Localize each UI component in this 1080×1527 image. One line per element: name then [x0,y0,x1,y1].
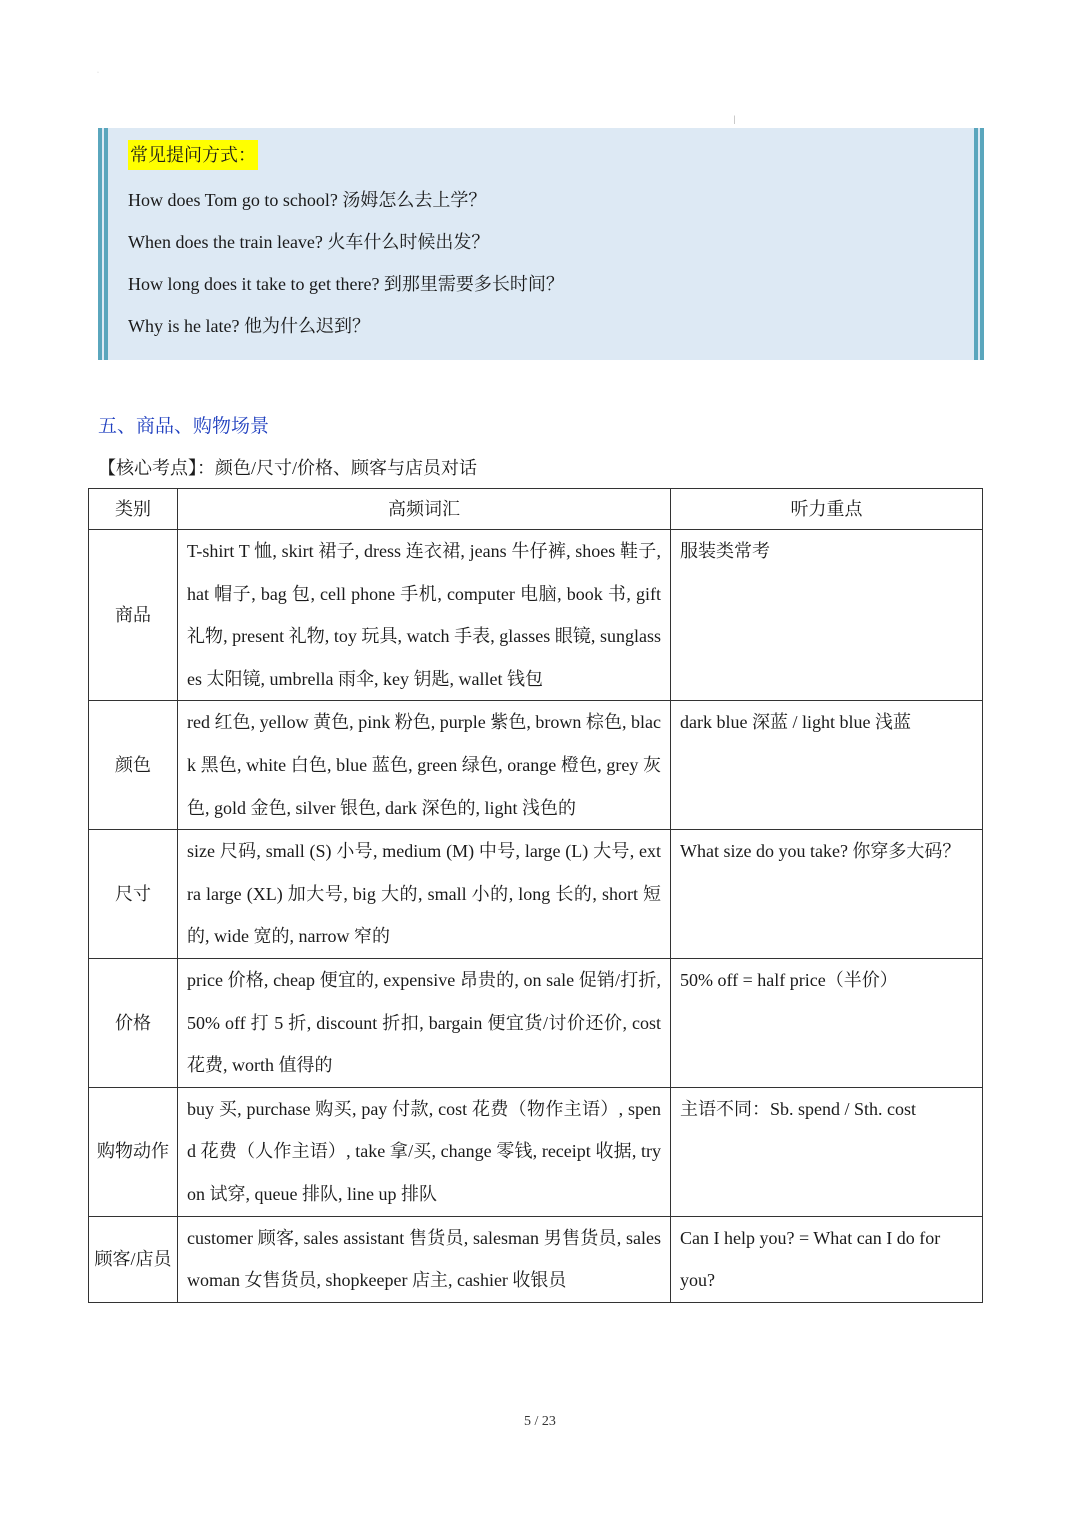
table-row [89,1087,983,1216]
row-vocabulary: customer 顾客, sales assistant 售货员, salesman 男售货员, saleswoman 女售货员, shopkeeper 店主, cashier 收银员 [178,1216,671,1302]
header-listening-focus: 听力重点 [671,489,983,530]
row-vocabulary: buy 买, purchase 购买, pay 付款, cost 花费（物作主语）, spend 花费（人作主语）, take 拿/买, change 零钱, receipt 收据, try on 试穿, queue 排队, line up 排队 [178,1087,671,1216]
question-line: Why is he late? 他为什么迟到？ [128,316,370,336]
core-points: 【核心考点】：颜色/尺寸/价格、顾客与店员对话 [98,458,477,478]
row-category: 商品 [89,530,178,701]
table-header-row [89,489,983,530]
table-row [89,1216,983,1302]
common-questions-box [98,128,984,360]
table-row [89,958,983,1087]
vocabulary-table [88,488,983,1303]
page-number: 5 / 23 [524,1414,556,1429]
section-title: 五、商品、购物场景 [98,416,270,437]
header-tick: │ [732,116,737,124]
row-vocabulary: size 尺码, small (S) 小号, medium (M) 中号, large (L) 大号, extra large (XL) 加大号, big 大的, small 小的, long 长的, short 短的, wide 宽的, narrow 窄的 [178,830,671,959]
header-category: 类别 [89,489,178,530]
row-listening-focus: What size do you take? 你穿多大码？ [671,830,983,959]
question-line: How long does it take to get there? 到那里需要多长时间？ [128,274,564,294]
row-listening-focus: 服装类常考 [671,530,983,701]
row-vocabulary: red 红色, yellow 黄色, pink 粉色, purple 紫色, brown 棕色, black 黑色, white 白色, blue 蓝色, green 绿色, orange 橙色, grey 灰色, gold 金色, silver 银色, dark 深色的, light 浅色的 [178,701,671,830]
row-listening-focus: Can I help you? = What can I do for you? [671,1216,983,1302]
question-line: When does the train leave? 火车什么时候出发？ [128,232,490,252]
row-category: 尺寸 [89,830,178,959]
table-row [89,830,983,959]
corner-mark: · [97,70,99,76]
row-vocabulary: T-shirt T 恤, skirt 裙子, dress 连衣裙, jeans 牛仔裤, shoes 鞋子, hat 帽子, bag 包, cell phone 手机, computer 电脑, book 书, gift 礼物, present 礼物, toy 玩具, watch 手表, glasses 眼镜, sunglasses 太阳镜, umbrella 雨伞, key 钥匙, wallet 钱包 [178,530,671,701]
row-category: 颜色 [89,701,178,830]
table-row [89,701,983,830]
question-line: How does Tom go to school? 汤姆怎么去上学？ [128,190,487,210]
row-category: 顾客/店员 [89,1216,178,1302]
row-listening-focus: 主语不同：Sb. spend / Sth. cost [671,1087,983,1216]
row-vocabulary: price 价格, cheap 便宜的, expensive 昂贵的, on sale 促销/打折, 50% off 打 5 折, discount 折扣, bargain 便宜货/讨价还价, cost 花费, worth 值得的 [178,958,671,1087]
header-vocabulary: 高频词汇 [178,489,671,530]
row-listening-focus: dark blue 深蓝 / light blue 浅蓝 [671,701,983,830]
common-questions-title: 常见提问方式： [128,140,258,170]
row-listening-focus: 50% off = half price（半价） [671,958,983,1087]
row-category: 购物动作 [89,1087,178,1216]
table-row [89,530,983,701]
row-category: 价格 [89,958,178,1087]
